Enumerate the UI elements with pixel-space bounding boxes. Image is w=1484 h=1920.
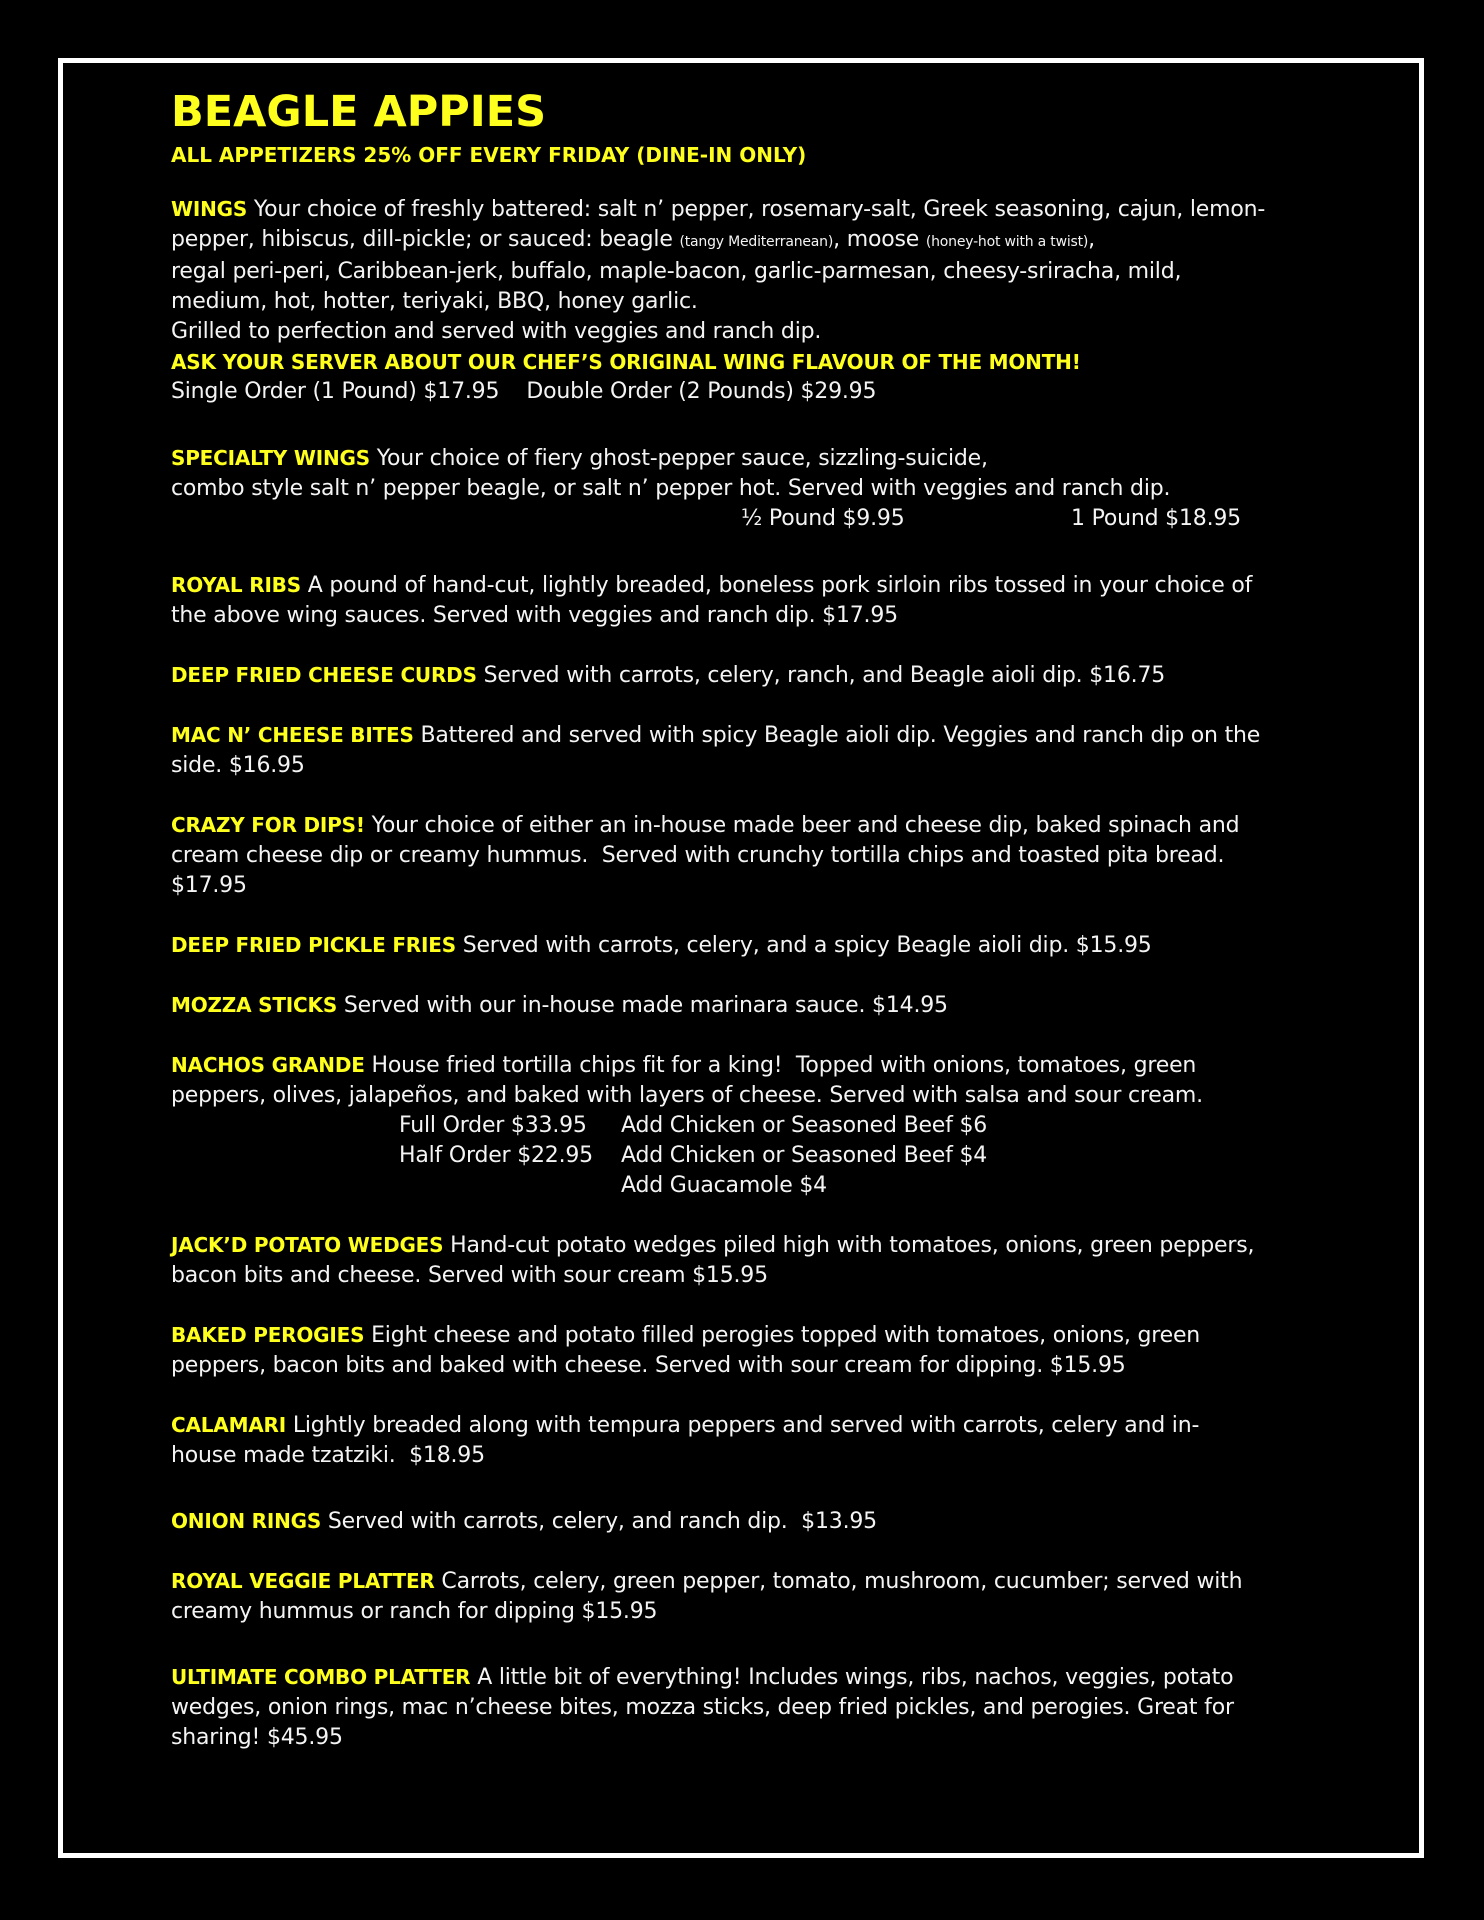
item-desc: Eight cheese and potato filled perogies topped with tomatoes, onions, green	[371, 1323, 1201, 1348]
item-desc: A pound of hand-cut, lightly breaded, boneless pork sirloin ribs tossed in your choice of	[307, 573, 1253, 598]
menu-content	[171, 86, 1361, 1753]
item-addon: Add Chicken or Seasoned Beef $6	[621, 1113, 988, 1138]
item-name: MOZZA STICKS	[171, 993, 338, 1017]
menu-item-onion-rings	[171, 1506, 1361, 1537]
item-desc: pepper, hibiscus, dill-pickle; or sauced: beagle	[171, 227, 673, 252]
item-price: Full Order $33.95	[399, 1113, 587, 1138]
menu-item-baked-perogies	[171, 1320, 1361, 1381]
item-price: Single Order (1 Pound) $17.95 Double Order (2 Pounds) $29.95	[171, 379, 877, 404]
item-price: 1 Pound $18.95	[1071, 506, 1241, 531]
item-desc: Lightly breaded along with tempura peppers and served with carrots, celery and in-	[292, 1413, 1200, 1438]
item-name: ONION RINGS	[171, 1509, 322, 1533]
item-name: ROYAL RIBS	[171, 573, 301, 597]
flavour-note: (tangy Mediterranean)	[679, 234, 834, 250]
item-name: SPECIALTY WINGS	[171, 446, 370, 470]
item-desc: Your choice of fiery ghost-pepper sauce, sizzling-suicide,	[376, 446, 988, 471]
item-desc: Battered and served with spicy Beagle aioli dip. Veggies and ranch dip on the	[420, 723, 1261, 748]
menu-item-wings	[171, 194, 1361, 407]
menu-item-potato-wedges	[171, 1230, 1361, 1291]
item-desc: ,	[1088, 227, 1095, 252]
friday-promo: ALL APPETIZERS 25% OFF EVERY FRIDAY (DINE-IN ONLY)	[171, 143, 807, 167]
item-name: CALAMARI	[171, 1413, 287, 1437]
item-desc: Hand-cut potato wedges piled high with tomatoes, onions, green peppers,	[450, 1233, 1255, 1258]
item-desc: medium, hot, hotter, teriyaki, BBQ, honey garlic.	[171, 289, 698, 314]
wing-flavour-promo: ASK YOUR SERVER ABOUT OUR CHEF’S ORIGINAL WING FLAVOUR OF THE MONTH!	[171, 350, 1081, 374]
item-desc: Your choice of freshly battered: salt n’ pepper, rosemary-salt, Greek seasoning, cajun, lemon-	[253, 197, 1266, 222]
menu-item-royal-ribs	[171, 570, 1361, 631]
item-name: BAKED PEROGIES	[171, 1323, 365, 1347]
menu-item-mozza-sticks	[171, 990, 1361, 1021]
menu-item-combo-platter	[171, 1662, 1361, 1753]
item-desc: house made tzatziki. $18.95	[171, 1443, 485, 1468]
item-addon: Add Chicken or Seasoned Beef $4	[621, 1143, 988, 1168]
item-desc: combo style salt n’ pepper beagle, or salt n’ pepper hot. Served with veggies and ranch dip.	[171, 476, 1171, 501]
menu-item-crazy-for-dips	[171, 810, 1361, 901]
item-desc: bacon bits and cheese. Served with sour cream $15.95	[171, 1263, 768, 1288]
item-desc: A little bit of everything! Includes wings, ribs, nachos, veggies, potato	[477, 1665, 1234, 1690]
item-desc: cream cheese dip or creamy hummus. Served with crunchy tortilla chips and toasted pita bread.	[171, 843, 1225, 868]
item-desc: Served with our in-house made marinara sauce. $14.95	[343, 993, 948, 1018]
page-title: BEAGLE APPIES	[171, 87, 547, 137]
item-desc: $17.95	[171, 873, 247, 898]
flavour-note: (honey-hot with a twist)	[925, 234, 1089, 250]
item-desc: Served with carrots, celery, ranch, and Beagle aioli dip. $16.75	[483, 663, 1166, 688]
menu-item-nachos-grande	[171, 1050, 1361, 1201]
item-desc: Grilled to perfection and served with veggies and ranch dip.	[171, 319, 822, 344]
item-name: DEEP FRIED PICKLE FRIES	[171, 933, 456, 957]
item-desc: wedges, onion rings, mac n’cheese bites, mozza sticks, deep fried pickles, and perogies. Great for	[171, 1695, 1234, 1720]
menu-item-pickle-fries	[171, 930, 1361, 961]
item-name: JACK’D POTATO WEDGES	[171, 1233, 444, 1257]
item-desc: the above wing sauces. Served with veggies and ranch dip. $17.95	[171, 603, 898, 628]
item-desc: , moose	[833, 227, 920, 252]
item-name: CRAZY FOR DIPS!	[171, 813, 365, 837]
item-name: MAC N’ CHEESE BITES	[171, 723, 414, 747]
item-name: DEEP FRIED CHEESE CURDS	[171, 663, 477, 687]
menu-item-veggie-platter	[171, 1566, 1361, 1627]
item-desc: Served with carrots, celery, and a spicy Beagle aioli dip. $15.95	[462, 933, 1152, 958]
item-price: Half Order $22.95	[399, 1143, 593, 1168]
item-desc: peppers, bacon bits and baked with cheese. Served with sour cream for dipping. $15.95	[171, 1353, 1126, 1378]
item-desc: Served with carrots, celery, and ranch dip. $13.95	[327, 1509, 877, 1534]
item-name: WINGS	[171, 197, 248, 221]
item-desc: creamy hummus or ranch for dipping $15.95	[171, 1599, 658, 1624]
item-desc: Carrots, celery, green pepper, tomato, mushroom, cucumber; served with	[441, 1569, 1243, 1594]
item-desc: Your choice of either an in-house made beer and cheese dip, baked spinach and	[371, 813, 1240, 838]
menu-item-mac-n-cheese-bites	[171, 720, 1361, 781]
menu-item-calamari	[171, 1410, 1361, 1471]
item-name: ULTIMATE COMBO PLATTER	[171, 1665, 471, 1689]
item-name: NACHOS GRANDE	[171, 1053, 365, 1077]
menu-item-cheese-curds	[171, 660, 1361, 691]
menu-item-specialty-wings	[171, 443, 1361, 534]
item-name: ROYAL VEGGIE PLATTER	[171, 1569, 435, 1593]
item-desc: side. $16.95	[171, 753, 305, 778]
item-addon: Add Guacamole $4	[621, 1173, 827, 1198]
item-desc: peppers, olives, jalapeños, and baked with layers of cheese. Served with salsa and sour cream.	[171, 1083, 1203, 1108]
item-price: ½ Pound $9.95	[741, 506, 905, 531]
item-desc: regal peri-peri, Caribbean-jerk, buffalo, maple-bacon, garlic-parmesan, cheesy-sriracha, mild,	[171, 259, 1182, 284]
item-desc: sharing! $45.95	[171, 1725, 343, 1750]
item-desc: House fried tortilla chips fit for a king! Topped with onions, tomatoes, green	[371, 1053, 1197, 1078]
